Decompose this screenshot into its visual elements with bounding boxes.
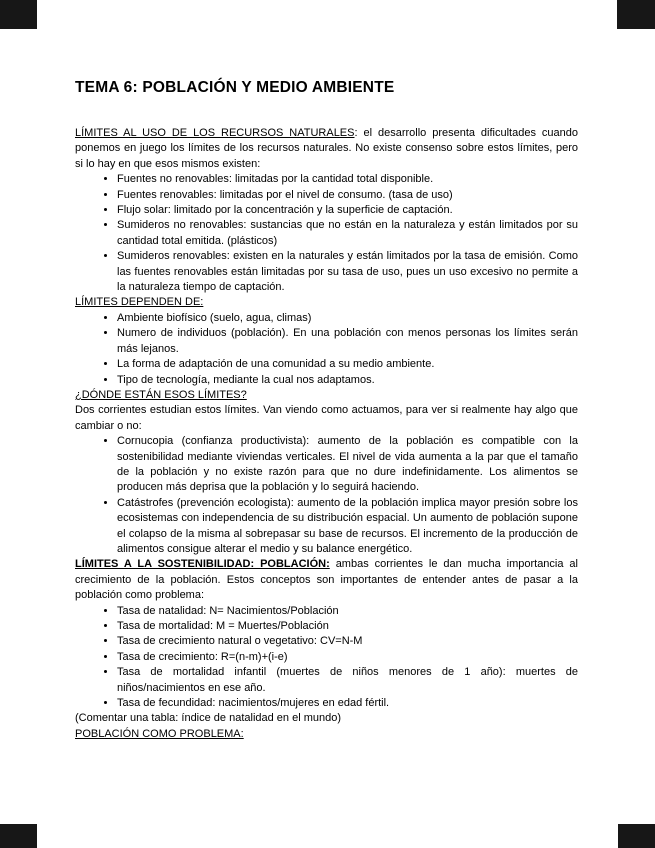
list-item: • Sumideros renovables: existen en la naturales y están limitados por la tasa de emisión. Como las fuentes renovables están limitadas por su tasa de uso, pues un uso excesivo no permite a la naturaleza tiempo de captación. [117,249,578,295]
section-heading-dependen [75,295,578,310]
list-item: • Tipo de tecnología, mediante la cual nos adaptamos. [117,373,578,388]
list-item: • Tasa de mortalidad: M = Muertes/Población [117,619,578,634]
list-item: • Tasa de crecimiento natural o vegetativo: CV=N-M [117,634,578,649]
list-item: • Catástrofes (prevención ecologista): aumento de la población implica mayor presión sobre los ecosistemas con independencia de su distribución espacial. Un aumento de población supone el colapso de la misma al sobrepasar su base de recursos. El incremento de la producción de alimentos consigue alterar el medio y su balance energético. [117,496,578,558]
list-item: • La forma de adaptación de una comunidad a su medio ambiente. [117,357,578,372]
bullet-list-recursos [75,172,578,295]
paragraph-tabla-note: (Comentar una tabla: índice de natalidad en el mundo) [75,712,342,725]
bullet-list-tasas [75,604,578,712]
list-item: • Tasa de natalidad: N= Nacimientos/Población [117,604,578,619]
section-heading-text: POBLACIÓN COMO PROBLEMA: [75,727,244,740]
list-item: • Fuentes renovables: limitadas por el nivel de consumo. (tasa de uso) [117,188,578,203]
paragraph-limites-recursos [75,126,578,172]
section-heading-donde [75,388,578,403]
list-item: • Tasa de mortalidad infantil (muertes de niños menores de 1 año): muertes de niños/nacimientos en ese año. [117,665,578,696]
list-item: • Tasa de fecundidad: nacimientos/mujeres en edad fértil. [117,696,578,711]
scan-artifact-bottom-right [618,824,655,848]
section-heading-text: LÍMITES DEPENDEN DE: [75,296,204,309]
paragraph-sostenibilidad [75,557,578,603]
page-title: TEMA 6: POBLACIÓN Y MEDIO AMBIENTE [75,79,395,96]
list-item: • Flujo solar: limitado por la concentración y la superficie de captación. [117,203,578,218]
scan-artifact-bottom-left [0,824,37,848]
list-item: • Sumideros no renovables: sustancias que no están en la naturaleza y están limitados por su cantidad total emitida. (plásticos) [117,218,578,249]
paragraph-text: ambas corrientes le dan mucha importancia al crecimiento de la población. Estos conceptos son importantes de entender antes de pasar a la población como problema: [75,558,578,602]
inline-heading-limites-recursos: LÍMITES AL USO DE LOS RECURSOS NATURALES [75,127,355,139]
list-item: • Numero de individuos (población). En una población con menos personas los límites serán más lejanos. [117,326,578,357]
bullet-list-corrientes [75,434,578,557]
section-heading-text: ¿DÓNDE ESTÁN ESOS LÍMITES? [75,388,247,401]
section-heading-poblacion-problema [75,727,578,742]
paragraph-text: : el desarrollo presenta dificultades cuando ponemos en juego los límites de los recursos naturales. No existe consenso sobre estos límites, pero si lo hay en que esos mismos existen: [75,127,578,170]
list-item: • Fuentes no renovables: limitadas por la cantidad total disponible. [117,172,578,187]
scan-artifact-top-left [0,0,37,29]
scan-artifact-top-right [617,0,655,29]
inline-heading-sostenibilidad: LÍMITES A LA SOSTENIBILIDAD: POBLACIÓN: [75,558,330,571]
bullet-list-dependen [75,311,578,388]
paragraph-dos-corrientes: Dos corrientes estudian estos límites. Van viendo como actuamos, para ver si realmente hay algo que cambiar o no: [75,404,578,432]
list-item: • Tasa de crecimiento: R=(n-m)+(i-e) [117,650,578,665]
document-content [75,78,578,742]
list-item: • Cornucopia (confianza productivista): aumento de la población es compatible con la sostenibilidad mediante viviendas verticales. El nivel de vida aumenta a la par que el tamaño de la población y no existe razón para que no dure indefinidamente. Los alimentos se producen más deprisa que la población y lo seguirá haciendo. [117,434,578,496]
list-item: • Ambiente biofísico (suelo, agua, climas) [117,311,578,326]
